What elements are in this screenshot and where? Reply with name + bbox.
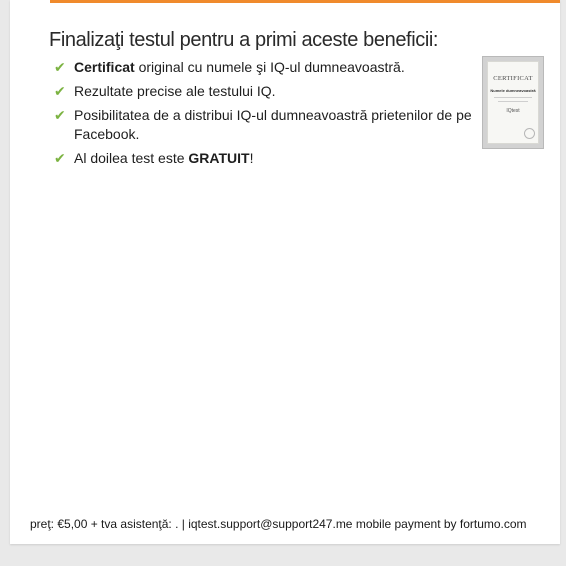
footer-text: preţ: €5,00 + tva asistenţă: . | iqtest.support@support247.me mobile payment by fortumo.com	[30, 517, 527, 531]
check-icon: ✔	[54, 60, 66, 76]
benefit-bold-text: GRATUIT	[188, 150, 250, 166]
check-icon: ✔	[54, 151, 66, 167]
certificate-paper	[487, 61, 539, 144]
content-panel	[10, 0, 560, 544]
certificate-logo: IQtest	[506, 108, 520, 114]
orange-accent-bar	[50, 0, 560, 3]
certificate-divider	[498, 101, 528, 102]
benefit-text: Al doilea test este	[74, 150, 189, 166]
benefit-bold-text: Certificat	[74, 59, 135, 75]
benefit-facebook	[54, 106, 474, 144]
check-icon: ✔	[54, 84, 66, 100]
benefit-text: original cu numele şi IQ-ul dumneavoastră.	[134, 59, 405, 75]
benefit-certificate	[54, 58, 474, 77]
certificate-thumbnail	[482, 56, 544, 149]
benefit-text: !	[249, 150, 254, 166]
benefit-text: Rezultate precise ale testului IQ.	[74, 83, 276, 99]
benefit-free-test	[54, 149, 474, 168]
seal-icon	[524, 128, 535, 139]
certificate-title: CERTIFICAT	[493, 75, 533, 82]
benefits-heading: Finalizaţi testul pentru a primi aceste beneficii:	[49, 29, 439, 51]
benefit-text: Posibilitatea de a distribui IQ-ul dumneavoastră prietenilor de pe Facebook.	[74, 107, 472, 142]
benefits-list	[54, 58, 474, 173]
check-icon: ✔	[54, 108, 66, 124]
benefit-results	[54, 82, 474, 101]
certificate-divider	[494, 97, 532, 98]
certificate-name: Numele dumneavoastră	[490, 88, 536, 93]
